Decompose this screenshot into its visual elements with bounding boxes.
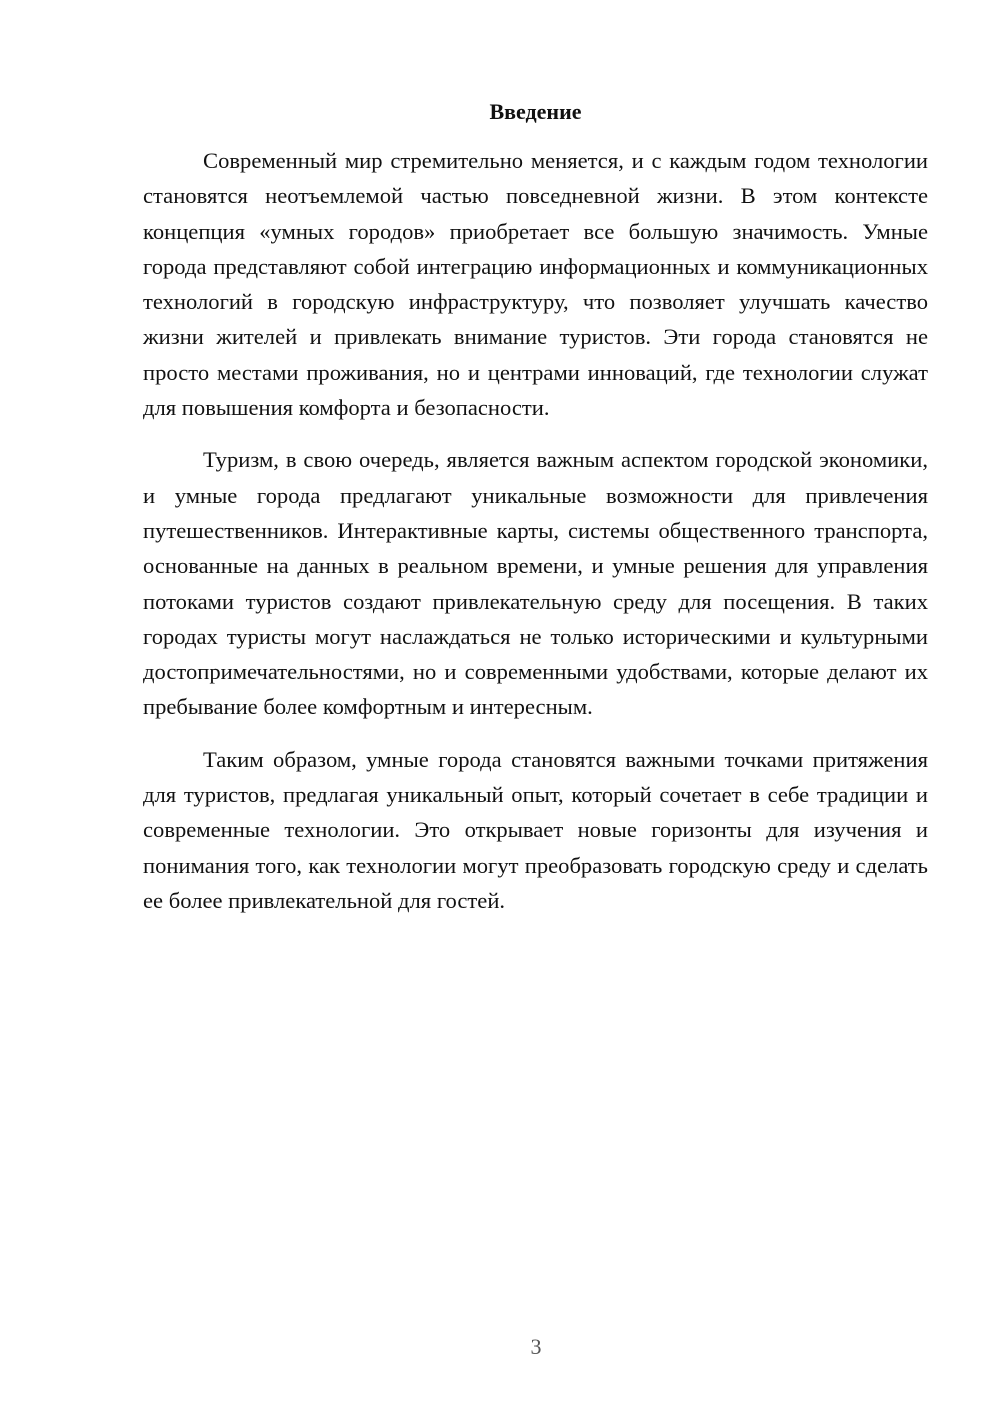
paragraph-1: Современный мир стремительно меняется, и с каждым годом технологии становятся неотъемлемой частью повседневной жизни. В этом контексте концепция «умных городов» приобретает все большую значимость. Умные города представляют собой интеграцию информационных и коммуникационных технологий в городскую инфраструктуру, что позволяет улучшать качество жизни жителей и привлекать внимание туристов. Эти города становятся не просто местами проживания, но и центрами инноваций, где технологии служат для повышения комфорта и безопасности. <box>143 148 928 421</box>
body-text <box>143 143 928 935</box>
section-heading: Введение <box>489 99 582 124</box>
paragraph-3: Таким образом, умные города становятся важными точками притяжения для туристов, предлагая уникальный опыт, который сочетает в себе традиции и современные технологии. Это открывает новые горизонты для изучения и понимания того, как технологии могут преобразовать городскую среду и сделать ее более привлекательной для гостей. <box>143 746 928 913</box>
page-number: 3 <box>530 1334 542 1359</box>
paragraph-2: Туризм, в свою очередь, является важным аспектом городской экономики, и умные города предлагают уникальные возможности для привлечения путешественников. Интерактивные карты, системы общественного транспорта, основанные на данных в реальном времени, и умные решения для управления потоками туристов создают привлекательную среду для посещения. В таких городах туристы могут наслаждаться не только историческими и культурными достопримечательностями, но и современными удобствами, которые делают их пребывание более комфортным и интересным. <box>143 447 928 720</box>
